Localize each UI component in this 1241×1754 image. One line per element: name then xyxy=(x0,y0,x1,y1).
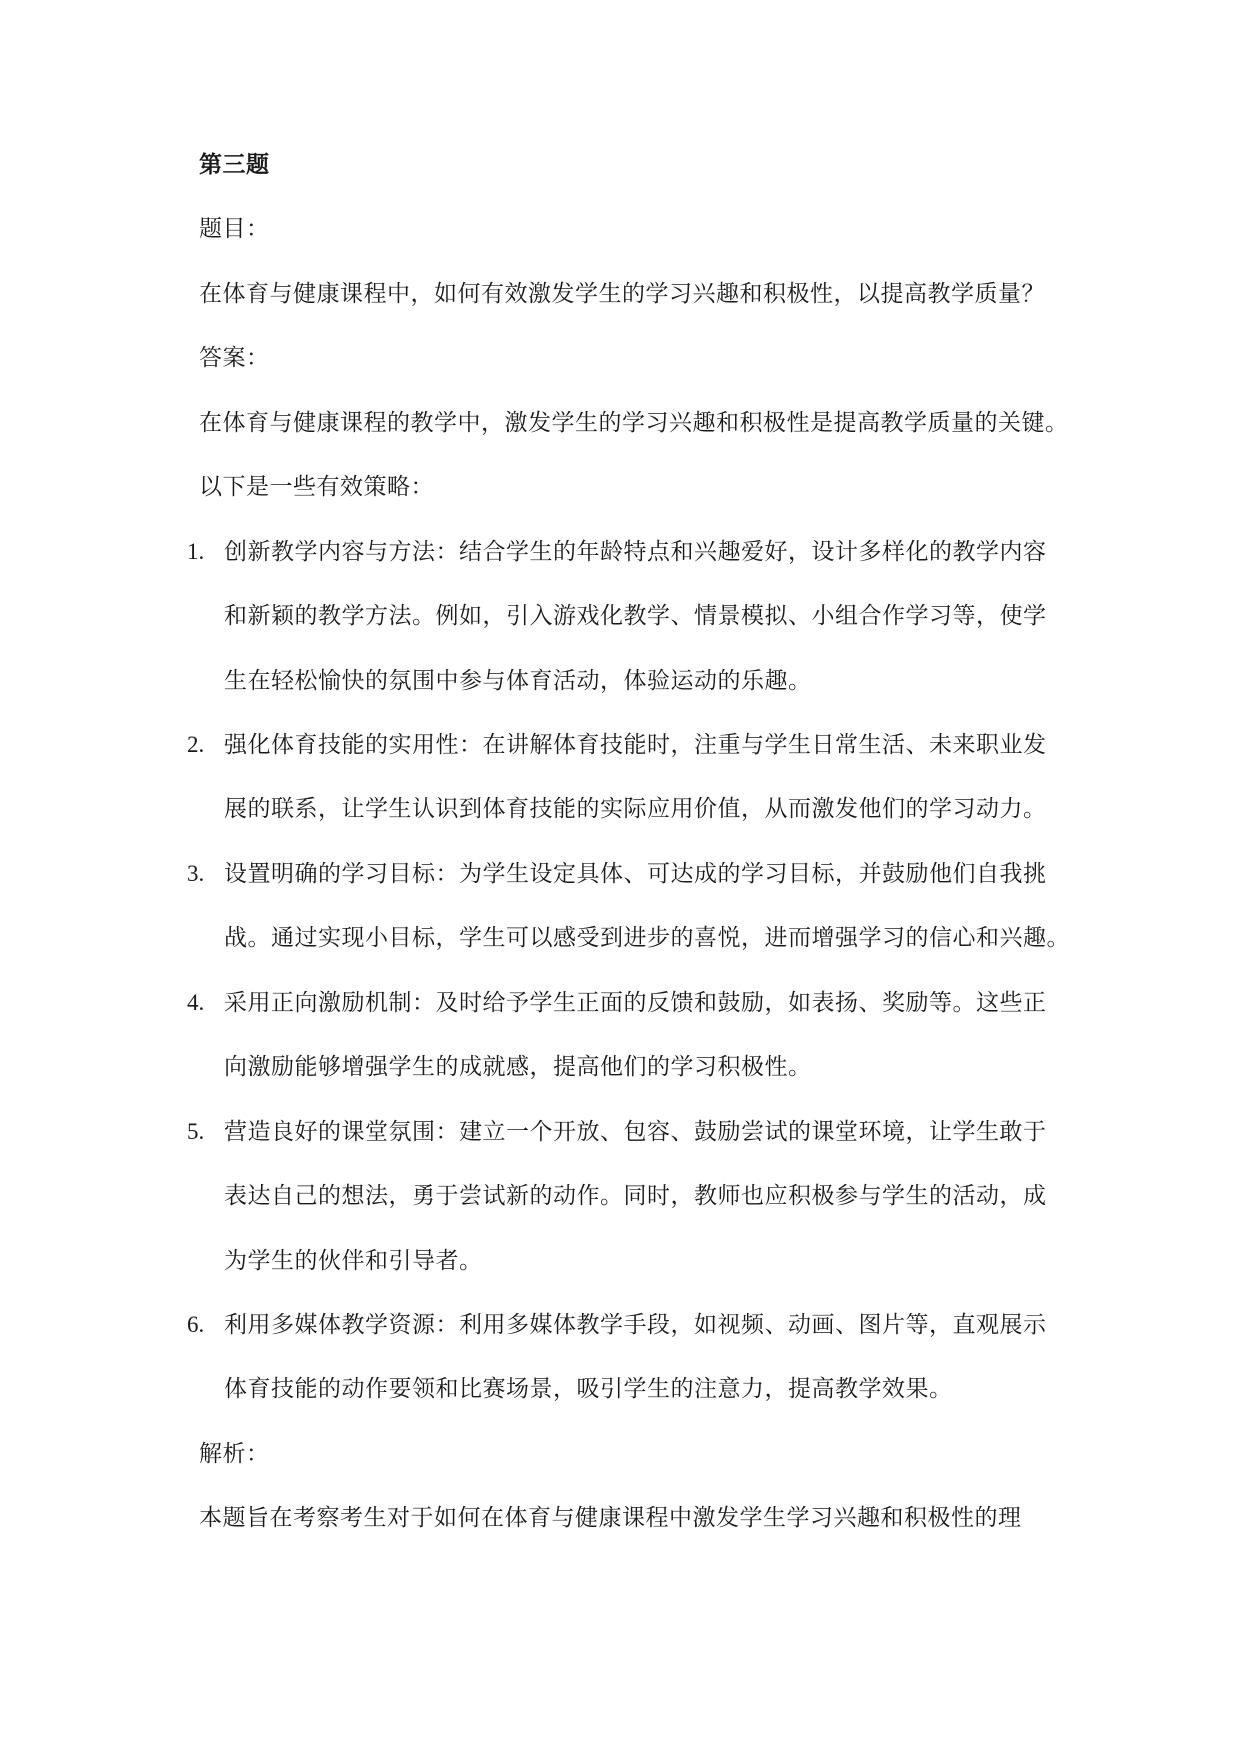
list-item-line: 为学生的伙伴和引导者。 xyxy=(224,1248,483,1274)
list-item-line: 生在轻松愉快的氛围中参与体育活动，体验运动的乐趣。 xyxy=(224,668,812,694)
list-item-line: 创新教学内容与方法：结合学生的年龄特点和兴趣爱好，设计多样化的教学内容 xyxy=(224,539,1047,565)
list-item-number: 1. xyxy=(187,539,205,564)
question-text: 在体育与健康课程中，如何有效激发学生的学习兴趣和积极性，以提高教学质量？ xyxy=(199,281,1045,307)
answer-intro-line-2: 以下是一些有效策略： xyxy=(199,474,434,500)
list-item-number: 3. xyxy=(187,861,205,886)
list-item-line: 向激励能够增强学生的成就感，提高他们的学习积极性。 xyxy=(224,1054,812,1080)
list-item-line: 营造良好的课堂氛围：建立一个开放、包容、鼓励尝试的课堂环境，让学生敢于 xyxy=(224,1119,1047,1145)
answer-intro-line-1: 在体育与健康课程的教学中，激发学生的学习兴趣和积极性是提高教学质量的关键。 xyxy=(199,410,1069,436)
list-item-number: 5. xyxy=(187,1119,205,1144)
list-item-line: 利用多媒体教学资源：利用多媒体教学手段，如视频、动画、图片等，直观展示 xyxy=(224,1312,1047,1338)
list-item-line: 战。通过实现小目标，学生可以感受到进步的喜悦，进而增强学习的信心和兴趣。 xyxy=(224,925,1070,951)
list-item-number: 4. xyxy=(187,990,205,1015)
list-item-line: 强化体育技能的实用性：在讲解体育技能时，注重与学生日常生活、未来职业发 xyxy=(224,732,1047,758)
question-label: 题目： xyxy=(199,216,270,242)
list-item-line: 展的联系，让学生认识到体育技能的实际应用价值，从而激发他们的学习动力。 xyxy=(224,796,1047,822)
section-heading: 第三题 xyxy=(199,151,270,178)
analysis-text: 本题旨在考察考生对于如何在体育与健康课程中激发学生学习兴趣和积极性的理 xyxy=(199,1505,1022,1531)
list-item-number: 2. xyxy=(187,732,205,757)
list-item-number: 6. xyxy=(187,1312,205,1337)
list-item-line: 体育技能的动作要领和比赛场景，吸引学生的注意力，提高教学效果。 xyxy=(224,1376,953,1402)
list-item-line: 采用正向激励机制：及时给予学生正面的反馈和鼓励，如表扬、奖励等。这些正 xyxy=(224,990,1047,1016)
list-item-line: 设置明确的学习目标：为学生设定具体、可达成的学习目标，并鼓励他们自我挑 xyxy=(224,861,1047,887)
list-item-line: 表达自己的想法，勇于尝试新的动作。同时，教师也应积极参与学生的活动，成 xyxy=(224,1183,1047,1209)
list-item-line: 和新颖的教学方法。例如，引入游戏化教学、情景模拟、小组合作学习等，使学 xyxy=(224,603,1047,629)
answer-label: 答案： xyxy=(199,345,270,371)
analysis-label: 解析： xyxy=(199,1441,270,1467)
